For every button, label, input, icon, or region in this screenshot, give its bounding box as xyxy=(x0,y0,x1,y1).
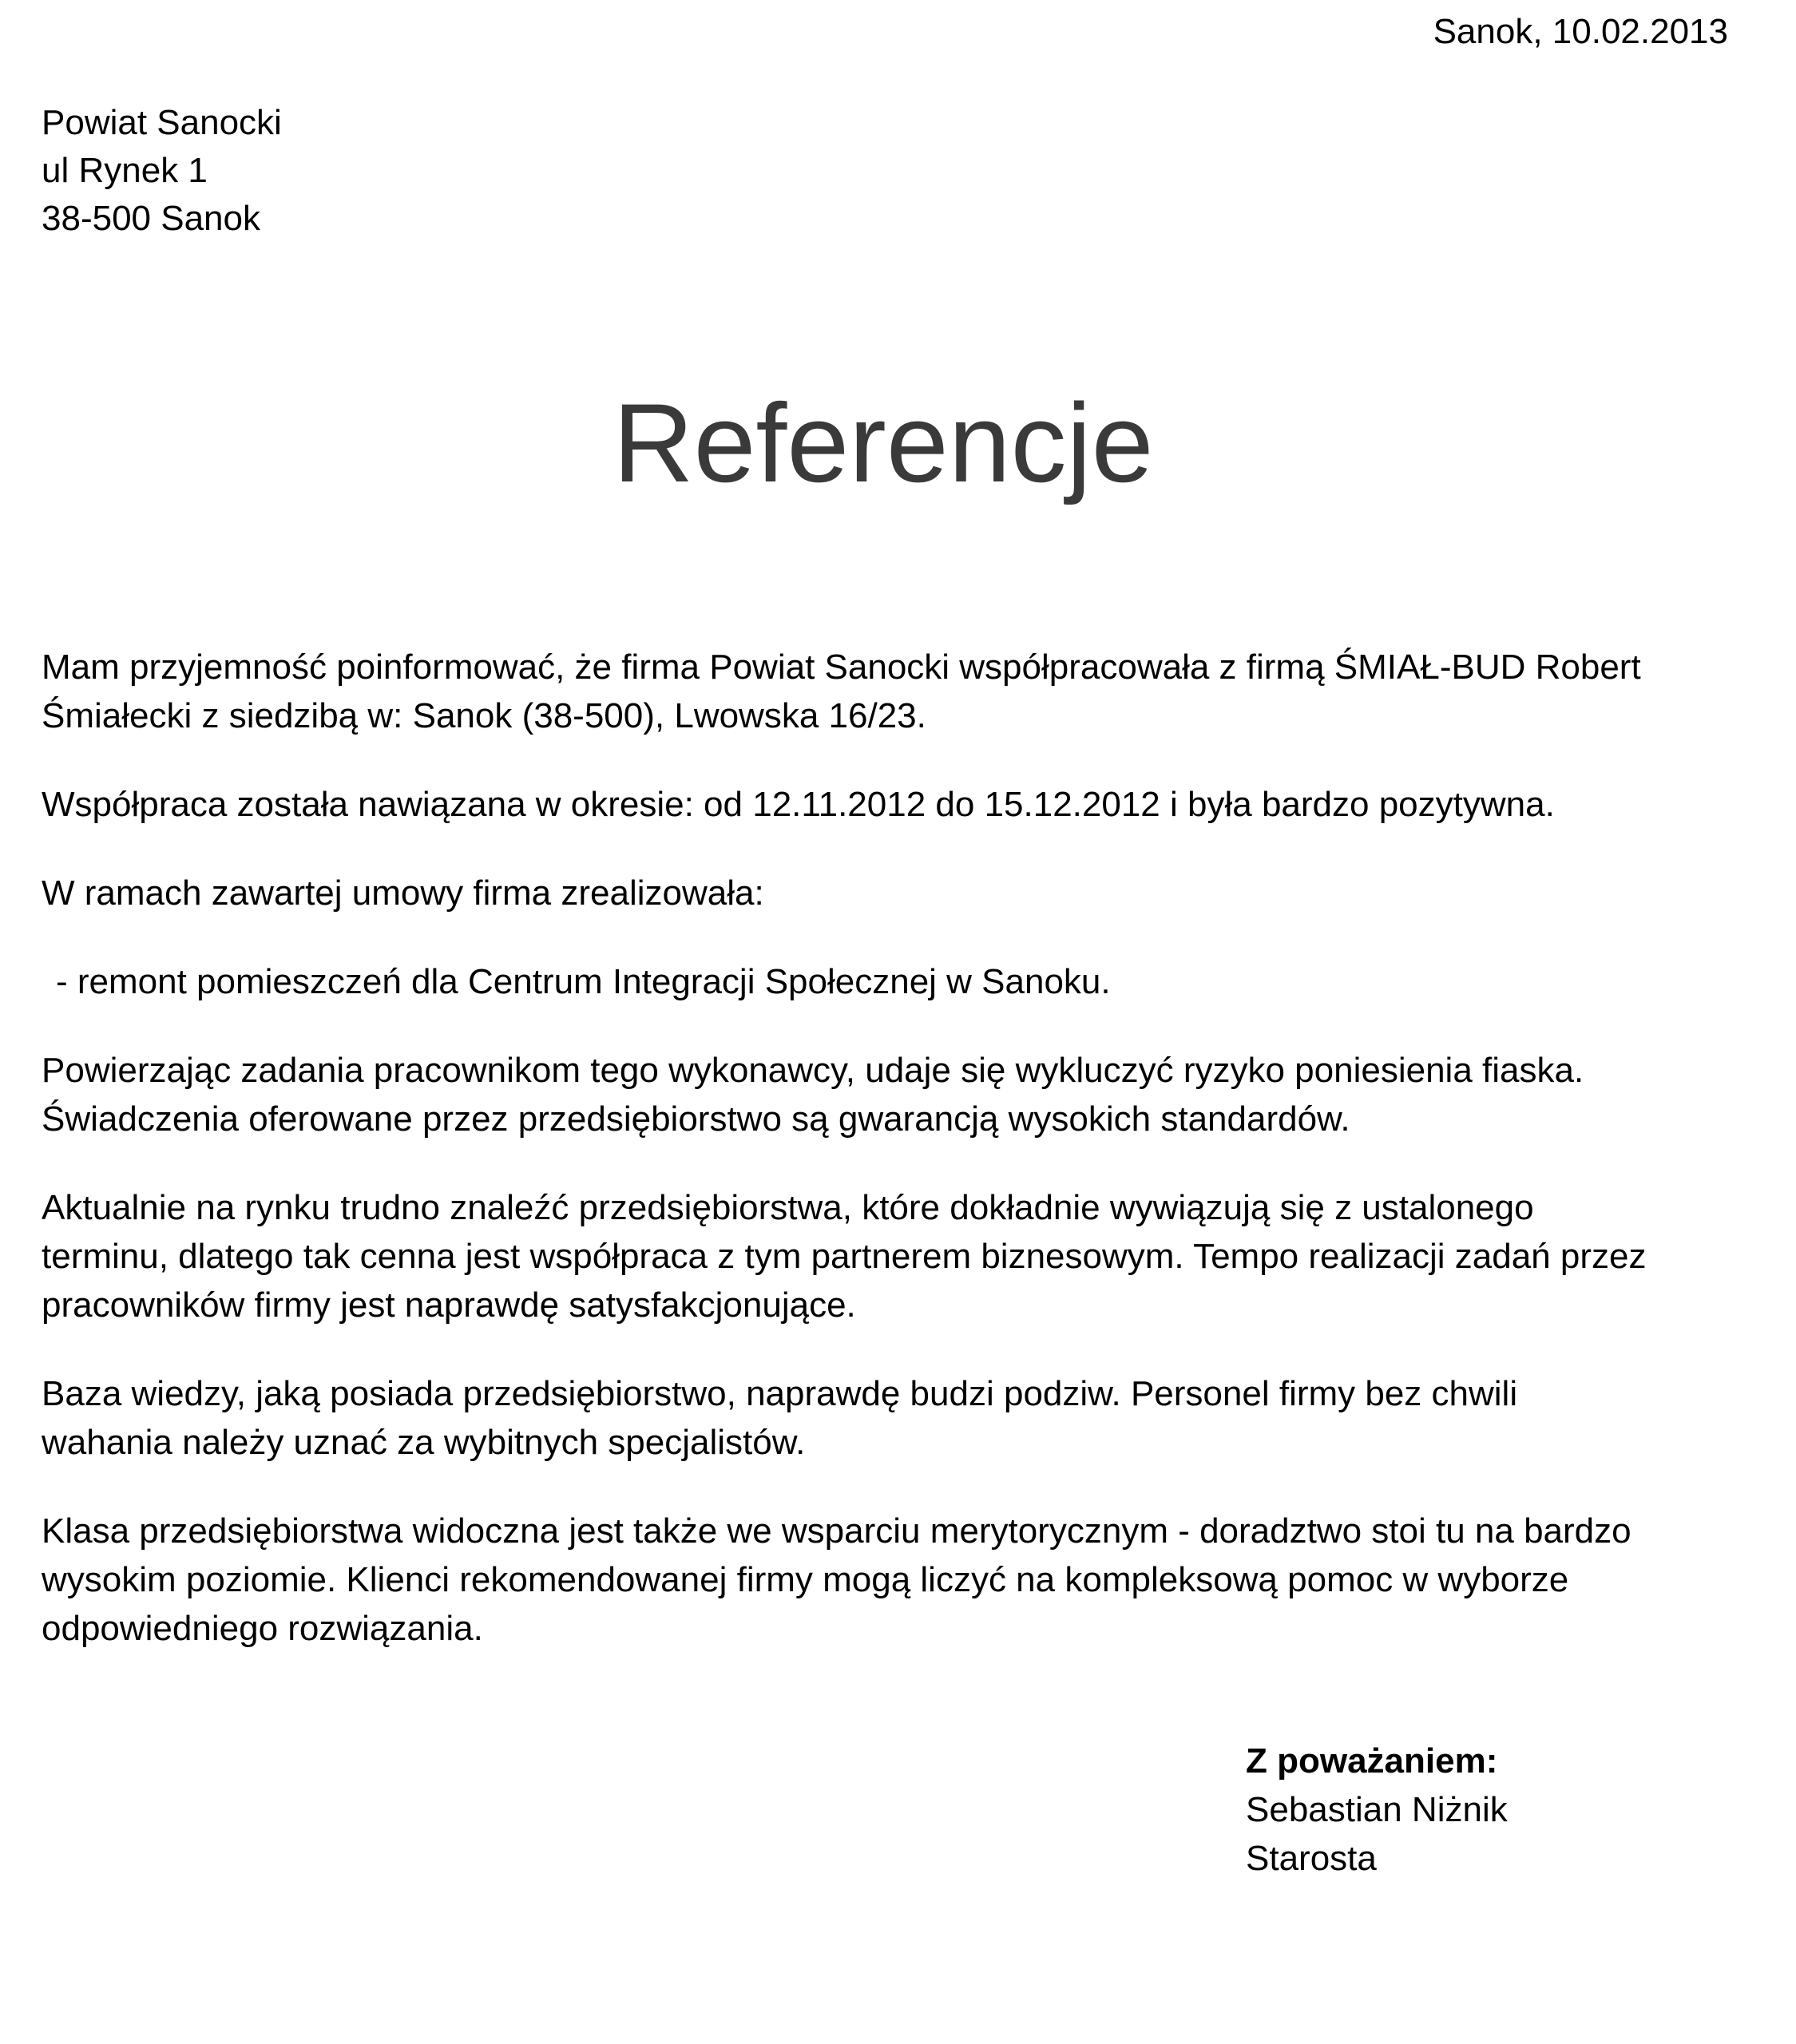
text-line: Świadczenia oferowane przez przedsiębiorstwo są gwarancją wysokich standardów. xyxy=(42,1099,1350,1139)
text-line: Aktualnie na rynku trudno znaleźć przedsiębiorstwa, które dokładnie wywiązują się z ustalonego xyxy=(42,1188,1534,1227)
paragraph-completed-work xyxy=(42,957,1758,1006)
paragraph-support xyxy=(42,1507,1758,1653)
closing-phrase: Z poważaniem: xyxy=(1246,1741,1498,1781)
text-line: Powierzając zadania pracownikom tego wykonawcy, udaje się wykluczyć ryzyko poniesienia fiaska. xyxy=(42,1051,1584,1090)
text-line: Śmiałecki z siedzibą w: Sanok (38-500), Lwowska 16/23. xyxy=(42,696,926,735)
recipient-address xyxy=(42,99,282,243)
place-date: Sanok, 10.02.2013 xyxy=(1433,12,1728,51)
recipient-city: 38-500 Sanok xyxy=(42,199,260,238)
signature-block xyxy=(1246,1737,1508,1883)
signatory-name: Sebastian Niżnik xyxy=(1246,1790,1508,1829)
text-line: W ramach zawartej umowy firma zrealizowała: xyxy=(42,873,764,913)
text-line: odpowiedniego rozwiązania. xyxy=(42,1609,483,1648)
text-line: wysokim poziomie. Klienci rekomendowanej firmy mogą liczyć na kompleksową pomoc w wyborze xyxy=(42,1560,1569,1599)
text-line: terminu, dlatego tak cenna jest współpraca z tym partnerem biznesowym. Tempo realizacji zadań przez xyxy=(42,1237,1647,1276)
recipient-name: Powiat Sanocki xyxy=(42,103,282,142)
text-line: Mam przyjemność poinformować, że firma Powiat Sanocki współpracowała z firmą ŚMIAŁ-BUD Robert xyxy=(42,648,1641,687)
paragraph-cooperation-period xyxy=(42,780,1758,829)
paragraph-knowledge xyxy=(42,1369,1758,1467)
text-line: pracowników firmy jest naprawdę satysfakcjonujące. xyxy=(42,1285,856,1325)
text-line: wahania należy uznać za wybitnych specjalistów. xyxy=(42,1423,806,1462)
document-title: Referencje xyxy=(613,380,1154,505)
signatory-role: Starosta xyxy=(1246,1839,1377,1878)
text-line: - remont pomieszczeń dla Centrum Integracji Społecznej w Sanoku. xyxy=(56,962,1111,1001)
text-line: Klasa przedsiębiorstwa widoczna jest także we wsparciu merytorycznym - doradztwo stoi tu na bardzo xyxy=(42,1511,1631,1551)
paragraph-timeliness xyxy=(42,1183,1758,1329)
letter-body xyxy=(42,643,1758,1693)
text-line: Baza wiedzy, jaką posiada przedsiębiorstwo, naprawdę budzi podziw. Personel firmy bez chwili xyxy=(42,1374,1518,1413)
paragraph-reliability xyxy=(42,1046,1758,1143)
text-line: Współpraca została nawiązana w okresie: od 12.11.2012 do 15.12.2012 i była bardzo pozytywna. xyxy=(42,785,1555,824)
recipient-street: ul Rynek 1 xyxy=(42,151,208,190)
paragraph-introduction xyxy=(42,643,1758,740)
paragraph-contract-scope xyxy=(42,869,1758,917)
